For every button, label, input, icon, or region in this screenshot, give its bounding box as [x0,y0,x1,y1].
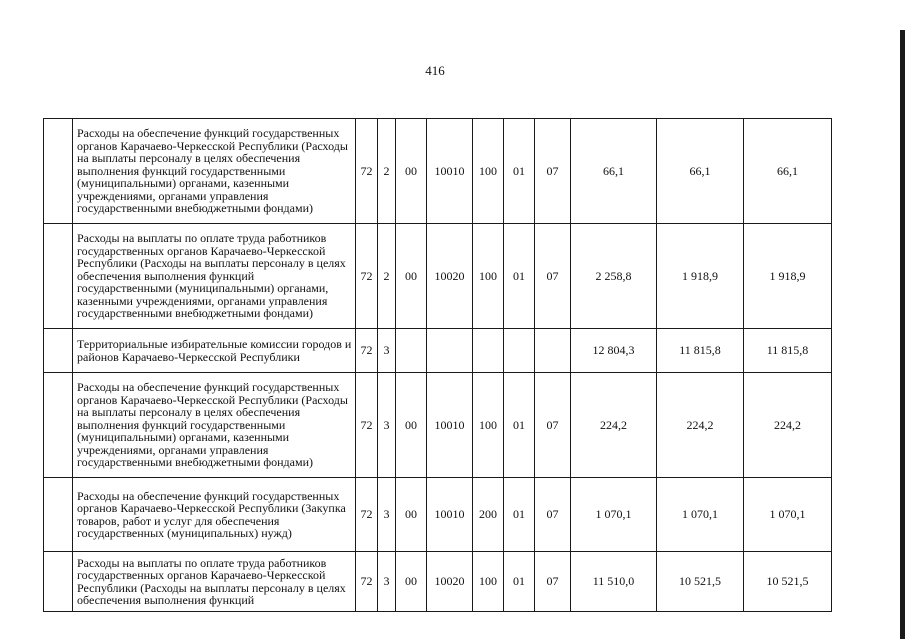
code-cell-6: 01 [504,373,535,478]
code-cell-4: 10010 [427,119,473,224]
code-cell-1: 72 [356,329,378,373]
code-cell-5: 100 [473,224,504,329]
amount-cell-2: 11 815,8 [657,329,744,373]
code-cell-3 [396,329,427,373]
code-cell-3: 00 [396,552,427,612]
row-description: Расходы на обеспечение функций государственных органов Карачаево-Черкесской Республики (Расходы на выплаты персоналу в целях обеспечения выполнения функций государственными (муниципальными) органами, казенными учреждениями, органами управления государственными внебюджетными фондами) [73,119,356,224]
amount-cell-1: 66,1 [571,119,657,224]
code-cell-5: 100 [473,552,504,612]
table-body [44,119,832,612]
row-description: Территориальные избирательные комиссии городов и районов Карачаево-Черкесской Республики [73,329,356,373]
table-row [44,373,832,478]
row-index-cell [44,119,73,224]
amount-cell-3: 1 918,9 [744,224,832,329]
row-description: Расходы на обеспечение функций государственных органов Карачаево-Черкесской Республики (Закупка товаров, работ и услуг для обеспечения государственных (муниципальных) нужд) [73,478,356,552]
row-index-cell [44,329,73,373]
code-cell-4 [427,329,473,373]
table-row [44,478,832,552]
code-cell-5: 100 [473,373,504,478]
code-cell-5: 100 [473,119,504,224]
row-description: Расходы на обеспечение функций государственных органов Карачаево-Черкесской Республики (Расходы на выплаты персоналу в целях обеспечения выполнения функций государственными (муниципальными) органами, казенными учреждениями, органами управления государственными внебюджетными фондами) [73,373,356,478]
code-cell-1: 72 [356,373,378,478]
table-row [44,119,832,224]
code-cell-5: 200 [473,478,504,552]
code-cell-6: 01 [504,224,535,329]
table-row [44,329,832,373]
code-cell-7: 07 [535,373,571,478]
row-index-cell [44,478,73,552]
amount-cell-2: 10 521,5 [657,552,744,612]
code-cell-5 [473,329,504,373]
amount-cell-2: 66,1 [657,119,744,224]
row-description: Расходы на выплаты по оплате труда работников государственных органов Карачаево-Черкесской Республики (Расходы на выплаты персоналу в целях обеспечения выполнения функций [73,552,356,612]
amount-cell-3: 11 815,8 [744,329,832,373]
code-cell-7: 07 [535,552,571,612]
code-cell-2: 3 [378,478,396,552]
budget-table [43,118,832,612]
row-index-cell [44,552,73,612]
code-cell-2: 2 [378,224,396,329]
code-cell-7: 07 [535,224,571,329]
code-cell-3: 00 [396,119,427,224]
amount-cell-2: 1 070,1 [657,478,744,552]
code-cell-2: 3 [378,373,396,478]
amount-cell-1: 1 070,1 [571,478,657,552]
code-cell-1: 72 [356,119,378,224]
code-cell-1: 72 [356,552,378,612]
table-row [44,552,832,612]
code-cell-6 [504,329,535,373]
code-cell-6: 01 [504,119,535,224]
row-description: Расходы на выплаты по оплате труда работников государственных органов Карачаево-Черкесской Республики (Расходы на выплаты персоналу в целях обеспечения выполнения функций государственными (муниципальными) органами, казенными учреждениями, органами управления государственными внебюджетными фондами) [73,224,356,329]
code-cell-2: 3 [378,329,396,373]
code-cell-3: 00 [396,224,427,329]
code-cell-4: 10020 [427,224,473,329]
amount-cell-3: 10 521,5 [744,552,832,612]
code-cell-1: 72 [356,224,378,329]
code-cell-2: 3 [378,552,396,612]
code-cell-7: 07 [535,119,571,224]
amount-cell-3: 66,1 [744,119,832,224]
code-cell-6: 01 [504,478,535,552]
code-cell-7 [535,329,571,373]
row-index-cell [44,373,73,478]
amount-cell-3: 224,2 [744,373,832,478]
code-cell-2: 2 [378,119,396,224]
code-cell-3: 00 [396,478,427,552]
code-cell-1: 72 [356,478,378,552]
scan-edge-bar [900,30,905,639]
code-cell-6: 01 [504,552,535,612]
page-number: 416 [425,63,445,78]
amount-cell-2: 1 918,9 [657,224,744,329]
amount-cell-2: 224,2 [657,373,744,478]
code-cell-4: 10020 [427,552,473,612]
table-row [44,224,832,329]
code-cell-4: 10010 [427,478,473,552]
amount-cell-3: 1 070,1 [744,478,832,552]
amount-cell-1: 224,2 [571,373,657,478]
amount-cell-1: 2 258,8 [571,224,657,329]
code-cell-7: 07 [535,478,571,552]
amount-cell-1: 12 804,3 [571,329,657,373]
code-cell-4: 10010 [427,373,473,478]
row-index-cell [44,224,73,329]
code-cell-3: 00 [396,373,427,478]
amount-cell-1: 11 510,0 [571,552,657,612]
